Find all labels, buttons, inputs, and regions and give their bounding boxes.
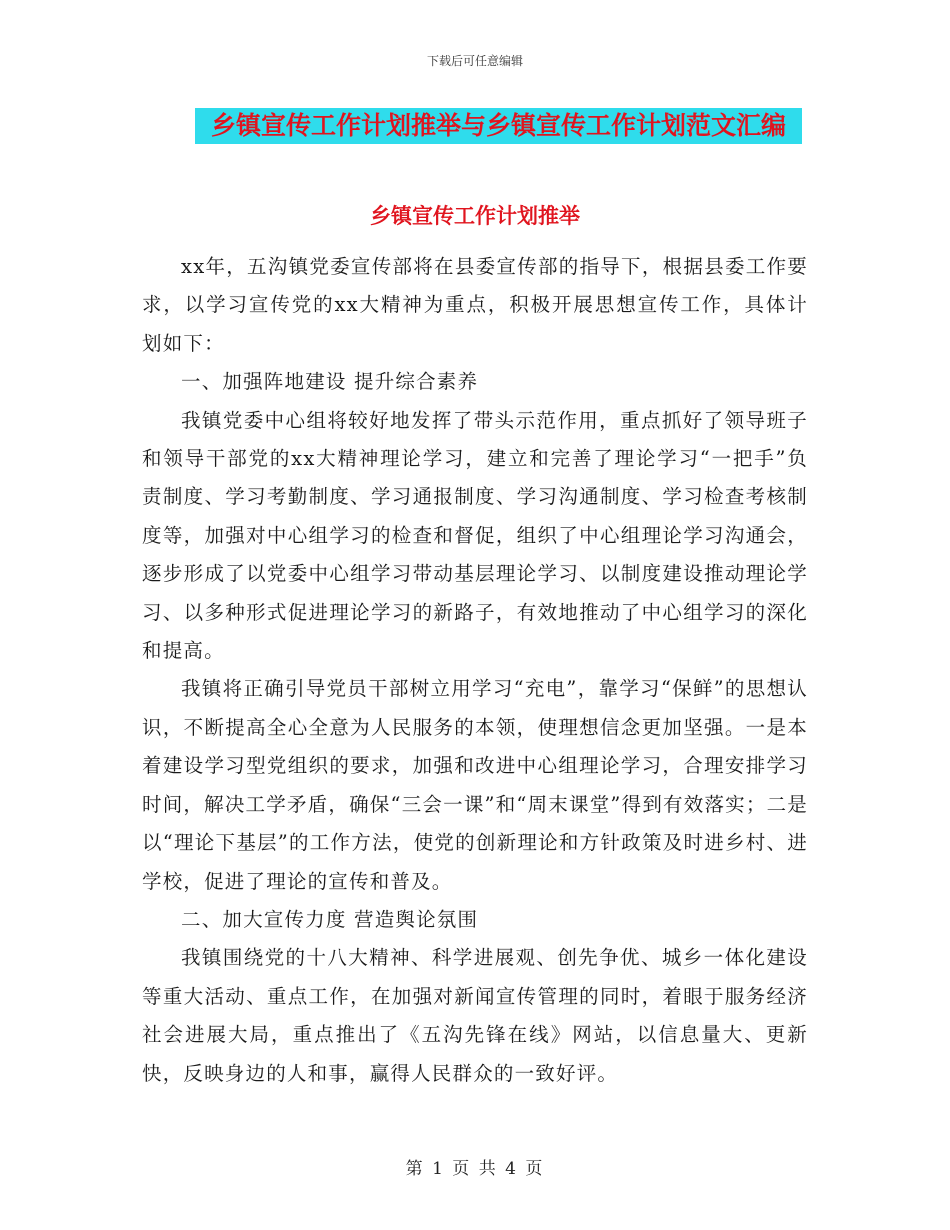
heading-1: 一、加强阵地建设 提升综合素养 — [181, 370, 479, 394]
paragraph-1: 我镇党委中心组将较好地发挥了带头示范作用，重点抓好了领导班子和领导干部党的xx大精神理论学习，建立和完善了理论学习“一把手”负责制度、学习考勤制度、学习通报制度、学习沟通制度、学习检查考核制度等，加强对中心组学习的检查和督促，组织了中心组理论学习沟通会，逐步形成了以党委中心组学习带动基层理论学习、以制度建设推动理论学习、以多种形式促进理论学习的新路子，有效地推动了中心组学习的深化和提高。 — [142, 408, 808, 663]
body-text — [142, 248, 808, 1093]
paragraph-3: 我镇围绕党的十八大精神、科学进展观、创先争优、城乡一体化建设等重大活动、重点工作，在加强对新闻宣传管理的同时，着眼于服务经济社会进展大局，重点推出了《五沟先锋在线》网站，以信息量大、更新快，反映身边的人和事，赢得人民群众的一致好评。 — [142, 946, 808, 1085]
section-title: 乡镇宣传工作计划推举 — [370, 204, 580, 228]
paragraph-2: 我镇将正确引导党员干部树立用学习“充电”，靠学习“保鲜”的思想认识，不断提高全心全意为人民服务的本领，使理想信念更加坚强。一是本着建设学习型党组织的要求，加强和改进中心组理论学习，合理安排学习时间，解决工学矛盾，确保“三会一课”和“周末课堂”得到有效落实；二是以“理论下基层”的工作方法，使党的创新理论和方针政策及时进乡村、进学校，促进了理论的宣传和普及。 — [142, 677, 808, 893]
header-note: 下载后可任意编辑 — [426, 54, 523, 68]
paragraph-intro: xx年，五沟镇党委宣传部将在县委宣传部的指导下，根据县委工作要求，以学习宣传党的xx大精神为重点，积极开展思想宣传工作，具体计划如下： — [142, 255, 808, 355]
heading-2: 二、加大宣传力度 营造舆论氛围 — [181, 907, 479, 931]
document-title: 乡镇宣传工作计划推举与乡镇宣传工作计划范文汇编 — [210, 111, 786, 140]
title-highlight — [195, 108, 802, 144]
page-number-footer: 第 1 页 共 4 页 — [405, 1159, 545, 1179]
